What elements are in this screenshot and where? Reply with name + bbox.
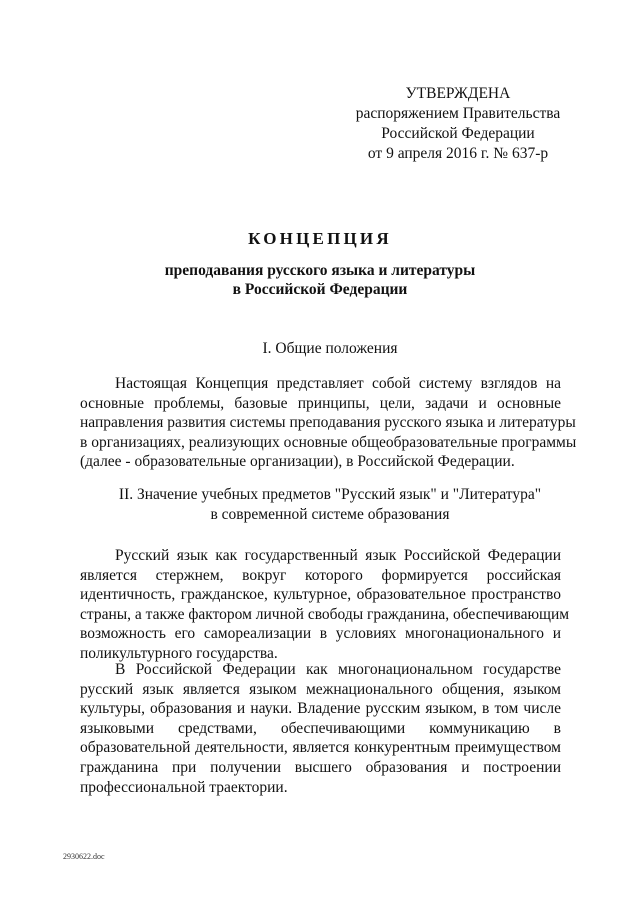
approval-stamp — [348, 84, 568, 164]
paragraph-line: профессиональной траектории. — [80, 778, 288, 796]
paragraph-line: культуры, образования и науки. Владение русским языком, в том числе — [80, 700, 561, 718]
approval-line-3: Российской Федерации — [381, 125, 535, 142]
paragraph-line: возможность его самореализации в условиях многонационального и — [80, 625, 561, 643]
section-2-heading — [80, 485, 580, 525]
approval-line-4: от 9 апреля 2016 г. № 637-р — [367, 145, 549, 162]
paragraph-line: (далее - образовательные организации), в Российской Федерации. — [80, 453, 515, 471]
paragraph-line: русский язык является языком межнационального общения, языком — [80, 680, 561, 698]
paragraph-line: направления развития системы преподавания русского языка и литературы — [80, 414, 576, 432]
approval-line-2: распоряжением Правительства — [355, 105, 561, 122]
subtitle-line-2: в Российской Федерации — [232, 281, 408, 298]
subtitle-line-1: преподавания русского языка и литературы — [164, 262, 476, 279]
document-subtitle — [0, 261, 640, 299]
paragraph-line: Русский язык как государственный язык Российской Федерации — [115, 547, 561, 564]
section-1-heading: I. Общие положения — [262, 340, 398, 357]
footer-filename: 2930622.doc — [63, 852, 105, 861]
document-title: КОНЦЕПЦИЯ — [248, 229, 392, 248]
section-2-heading-line-2: в современной системе образования — [210, 506, 450, 523]
paragraph-line: Настоящая Концепция представляет собой систему взглядов на — [115, 375, 561, 392]
section-1-paragraph — [80, 374, 577, 472]
section-2-heading-line-1: II. Значение учебных предметов "Русский язык" и "Литература" — [118, 486, 542, 503]
approval-line-1: УТВЕРЖДЕНА — [405, 85, 511, 102]
paragraph-line: поликультурного государства. — [80, 644, 278, 662]
paragraph-line: образовательной деятельности, является конкурентным преимуществом — [80, 739, 561, 757]
paragraph-line: страны, а также фактором личной свободы гражданина, обеспечивающим — [80, 605, 570, 623]
paragraph-line: является стержнем, вокруг которого формируется российская — [80, 566, 561, 584]
paragraph-line: основные проблемы, базовые принципы, цели, задачи и основные — [80, 394, 561, 412]
section-2-paragraph-2 — [80, 660, 561, 797]
paragraph-line: в организациях, реализующих основные общеобразовательные программы — [80, 433, 577, 451]
paragraph-line: идентичность, гражданское, культурное, образовательное пространство — [80, 586, 561, 604]
paragraph-line: В Российской Федерации как многонациональном государстве — [115, 661, 561, 678]
paragraph-line: языковыми средствами, обеспечивающими коммуникацию в — [80, 719, 561, 737]
section-2-paragraph-1 — [80, 546, 570, 664]
paragraph-line: гражданина при получении высшего образования и построении — [80, 758, 561, 776]
